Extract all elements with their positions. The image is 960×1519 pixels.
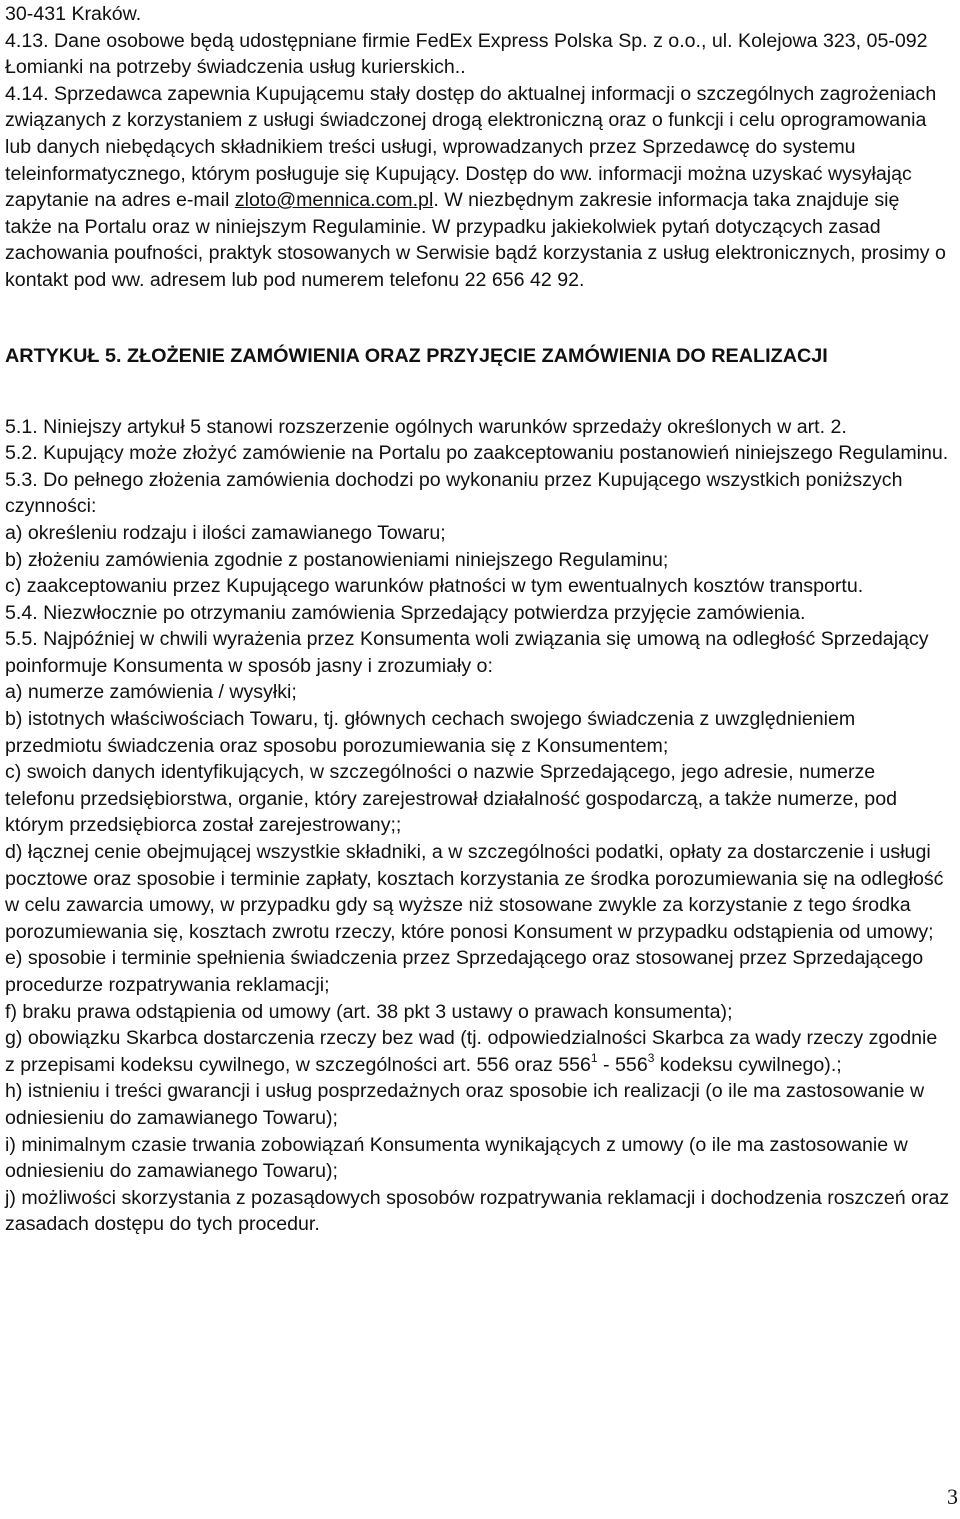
list-item-5-5-g-text-3: kodeksu cywilnego).; bbox=[654, 1053, 842, 1076]
article-5-heading: ARTYKUŁ 5. ZŁOŻENIE ZAMÓWIENIA ORAZ PRZYJĘCIE ZAMÓWIENIA DO REALIZACJI bbox=[5, 344, 828, 367]
paragraph-5-5: 5.5. Najpóźniej w chwili wyrażenia przez Konsumenta woli związania się umową na odległość Sprzedający poinformuje Konsumenta w sposób jasny i zrozumiały o: bbox=[5, 628, 929, 677]
list-item-5-5-h: h) istnieniu i treści gwarancji i usług posprzedażnych oraz sposobie ich realizacji (o ile ma zastosowanie w odniesieniu do zamawianego Towaru); bbox=[5, 1080, 925, 1129]
paragraph-5-2: 5.2. Kupujący może złożyć zamówienie na Portalu po zaakceptowaniu postanowień niniejszego Regulaminu. bbox=[5, 442, 949, 465]
paragraph-4-14-text-a: 4.14. Sprzedawca zapewnia Kupującemu stały dostęp do aktualnej informacji o szczególnych zagrożeniach związanych z korzystaniem z usługi świadczonej drogą elektroniczną oraz o funkcji i celu oprogramowania lub danych niebędących składnikiem treści usługi, wprowadzanych przez Sprzedawcę do systemu teleinformatycznego, którym posługuje się Kupujący. Dostęp do ww. informacji można uzyskać wysyłając zapytanie na adres e-mail bbox=[5, 82, 937, 212]
paragraph-4-14 bbox=[5, 81, 950, 294]
paragraph-5-3: 5.3. Do pełnego złożenia zamówienia dochodzi po wykonaniu przez Kupującego wszystkich poniższych czynności: bbox=[5, 468, 903, 518]
email-link[interactable]: zloto@mennica.com.pl bbox=[234, 189, 434, 212]
paragraph-5-1: 5.1. Niniejszy artykuł 5 stanowi rozszerzenie ogólnych warunków sprzedaży określonych w art. 2. bbox=[5, 415, 847, 438]
list-item-5-5-g-text-1: g) obowiązku Skarbca dostarczenia rzeczy bez wad (tj. odpowiedzialności Skarbca za wady rzeczy zgodnie z przepisami kodeksu cywilnego, w szczególności art. 556 oraz 556 bbox=[5, 1027, 938, 1076]
list-item-5-5-i: i) minimalnym czasie trwania zobowiązań Konsumenta wynikających z umowy (o ile ma zastosowanie w odniesieniu do zamawianego Towaru); bbox=[5, 1133, 908, 1183]
list-item-5-5-c: c) swoich danych identyfikujących, w szczególności o nazwie Sprzedającego, jego adresie, numerze telefonu przedsiębiorstwa, organie, który zarejestrował działalność gospodarczą, a także numerze, pod którym przedsiębiorca został zarejestrowany;; bbox=[5, 761, 897, 837]
spacer bbox=[5, 294, 950, 343]
spacer bbox=[5, 369, 950, 414]
superscript-3: 3 bbox=[647, 1051, 655, 1066]
list-item-5-3-b: b) złożeniu zamówienia zgodnie z postanowieniami niniejszego Regulaminu; bbox=[5, 548, 669, 571]
paragraph-5-4: 5.4. Niezwłocznie po otrzymaniu zamówienia Sprzedający potwierdza przyjęcie zamówienia. bbox=[5, 601, 806, 624]
list-item-5-5-a: a) numerze zamówienia / wysyłki; bbox=[5, 681, 297, 704]
article-5-body bbox=[5, 414, 950, 1238]
superscript-1: 1 bbox=[590, 1051, 598, 1066]
list-item-5-3-a: a) określeniu rodzaju i ilości zamawianego Towaru; bbox=[5, 521, 446, 544]
list-item-5-5-d: d) łącznej cenie obejmującej wszystkie składniki, a w szczególności podatki, opłaty za dostarczenie i usługi pocztowe oraz sposobie i terminie zapłaty, kosztach korzystania ze środka porozumiewania się na odległość w celu zawarcia umowy, w przypadku gdy są wyższe niż stosowane zwykle za korzystanie z tego środka porozumiewania się, kosztach zwrotu rzeczy, które ponosi Konsument w przypadku odstąpienia od umowy; bbox=[5, 841, 944, 943]
intro-section bbox=[5, 0, 950, 294]
document-page bbox=[5, 0, 950, 1238]
list-item-5-5-g-text-2: - 556 bbox=[597, 1053, 648, 1076]
paragraph-4-14-text-b: . W niezbędnym zakresie informacja taka znajduje się także na Portalu oraz w niniejszym Regulaminie. W przypadku jakiekolwiek pytań dotyczących zasad zachowania poufności, praktyk stosowanych w Serwisie bądź korzystania z usług elektronicznych, prosimy o kontakt pod ww. adresem lub pod numerem telefonu 22 656 42 92. bbox=[5, 189, 946, 291]
list-item-5-5-e: e) sposobie i terminie spełnienia świadczenia przez Sprzedającego oraz stosowanej przez Sprzedającego procedurze rozpatrywania reklamacji; bbox=[5, 947, 924, 996]
list-item-5-5-g bbox=[5, 1025, 950, 1078]
list-item-5-5-b: b) istotnych właściwościach Towaru, tj. głównych cechach swojego świadczenia z uwzględnieniem przedmiotu świadczenia oraz sposobu porozumiewania się z Konsumentem; bbox=[5, 708, 856, 757]
list-item-5-5-f: f) braku prawa odstąpienia od umowy (art. 38 pkt 3 ustawy o prawach konsumenta); bbox=[5, 1000, 733, 1023]
address-line: 30-431 Kraków. bbox=[5, 3, 142, 25]
paragraph-4-13: 4.13. Dane osobowe będą udostępniane firmie FedEx Express Polska Sp. z o.o., ul. Kolejowa 323, 05-092 Łomianki na potrzeby świadczenia usług kurierskich.. bbox=[5, 29, 928, 79]
list-item-5-3-c: c) zaakceptowaniu przez Kupującego warunków płatności w tym ewentualnych kosztów transportu. bbox=[5, 575, 864, 598]
page-number: 3 bbox=[947, 1484, 958, 1509]
list-item-5-5-j: j) możliwości skorzystania z pozasądowych sposobów rozpatrywania reklamacji i dochodzenia roszczeń oraz zasadach dostępu do tych procedur. bbox=[5, 1186, 950, 1236]
